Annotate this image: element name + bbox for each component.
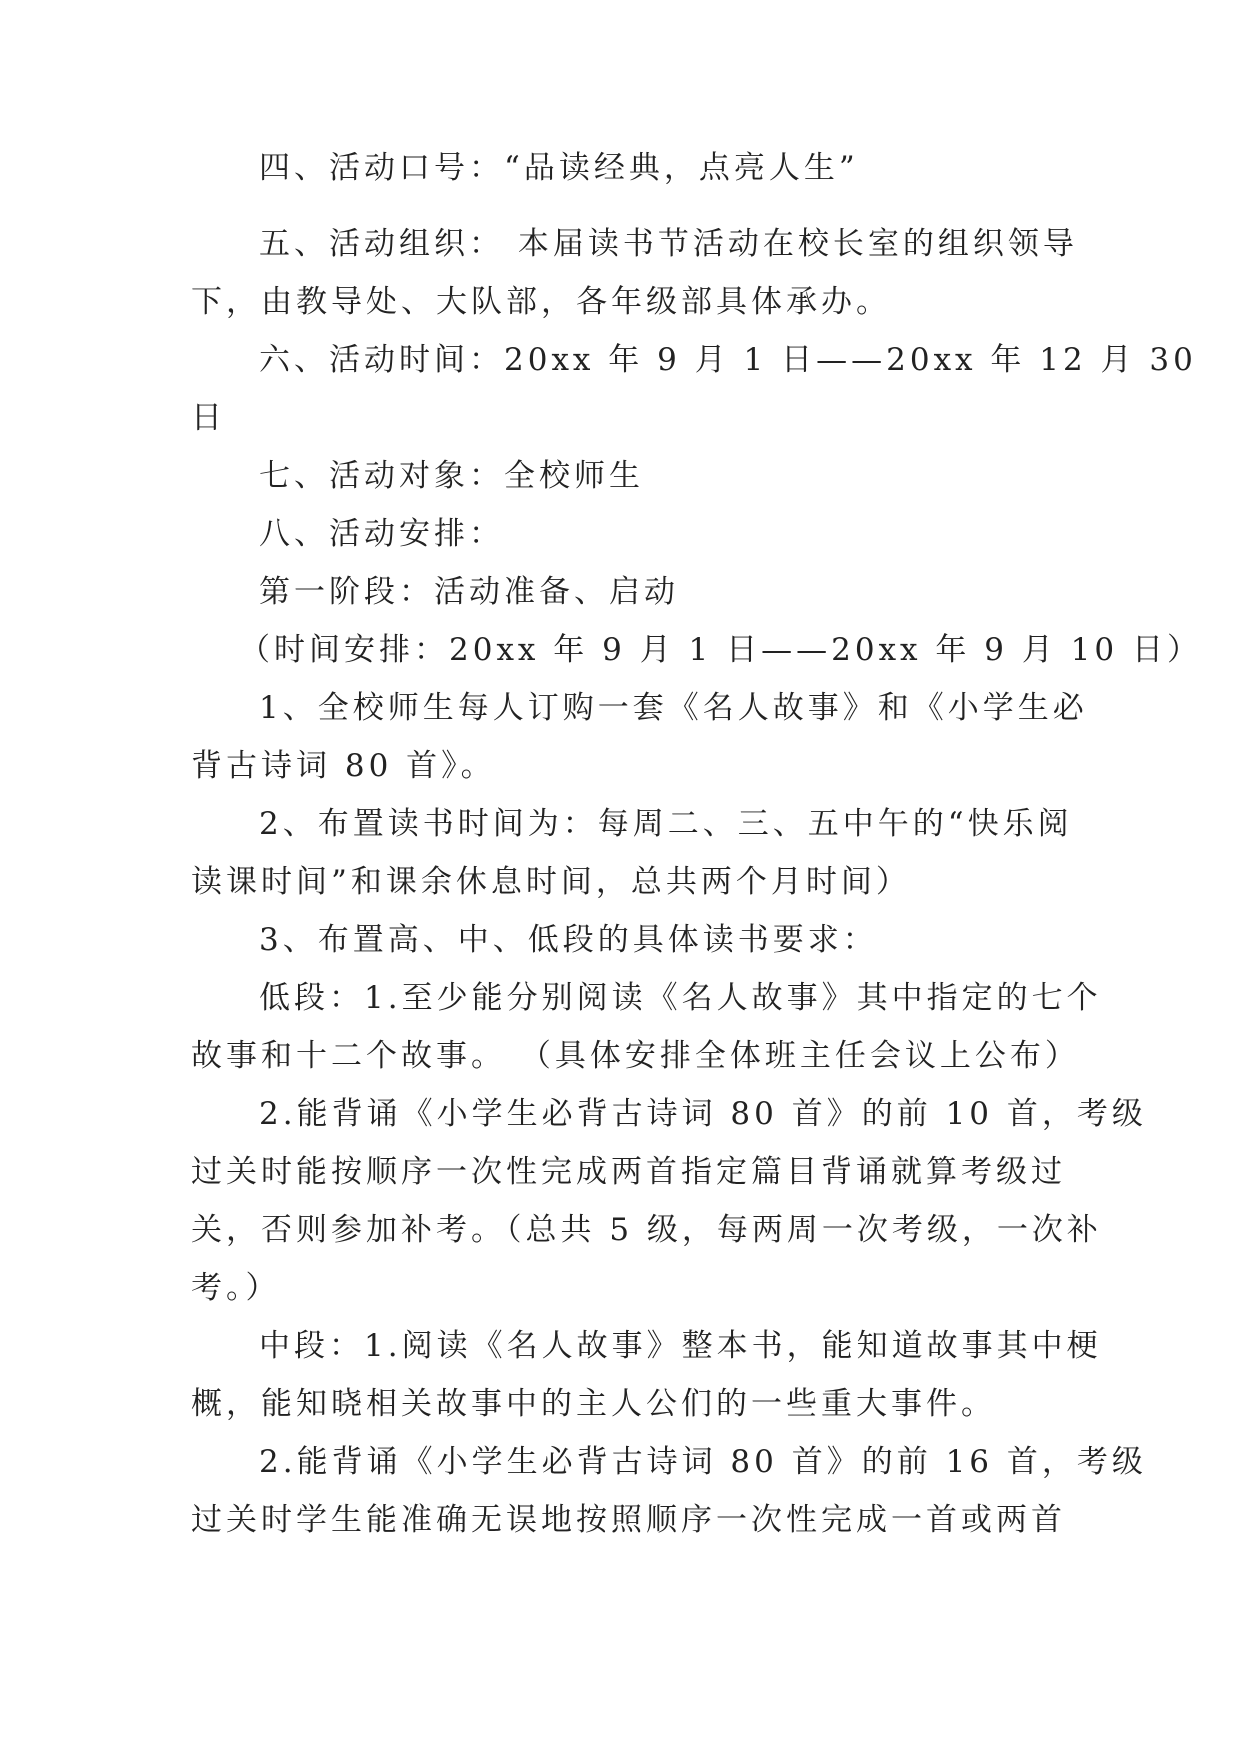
text-line: 关，否则参加补考。（总共 5 级，每两周一次考级，一次补 (191, 1212, 1102, 1248)
text-line: 第一阶段：活动准备、启动 (259, 574, 679, 610)
text-line: 八、活动安排： (259, 516, 504, 552)
text-line: 四、活动口号：“品读经典，点亮人生” (259, 150, 859, 186)
text-line: 1、全校师生每人订购一套《名人故事》和《小学生必 (259, 690, 1088, 726)
text-line: 2、布置读书时间为：每周二、三、五中午的“快乐阅 (259, 806, 1073, 842)
text-line: 低段：1.至少能分别阅读《名人故事》其中指定的七个 (259, 980, 1102, 1016)
text-line: 中段：1.阅读《名人故事》整本书，能知道故事其中梗 (259, 1328, 1102, 1364)
text-line: 考。） (191, 1270, 281, 1306)
text-line: 读课时间”和课余休息时间，总共两个月时间） (191, 864, 911, 900)
text-line: 2.能背诵《小学生必背古诗词 80 首》的前 16 首，考级 (259, 1444, 1147, 1480)
text-line: 五、活动组织： 本届读书节活动在校长室的组织领导 (259, 226, 1078, 262)
text-line: 故事和十二个故事。 （具体安排全体班主任会议上公布） (191, 1038, 1080, 1074)
text-line: 概，能知晓相关故事中的主人公们的一些重大事件。 (191, 1386, 996, 1422)
text-line: 过关时能按顺序一次性完成两首指定篇目背诵就算考级过 (191, 1154, 1066, 1190)
text-line: 七、活动对象：全校师生 (259, 458, 644, 494)
text-line: 过关时学生能准确无误地按照顺序一次性完成一首或两首 (191, 1502, 1066, 1538)
text-line: 日 (191, 400, 226, 436)
text-line: 六、活动时间：20xx 年 9 月 1 日——20xx 年 12 月 30 (259, 342, 1197, 378)
text-line: （时间安排：20xx 年 9 月 1 日——20xx 年 9 月 10 日） (239, 632, 1202, 668)
text-line: 2.能背诵《小学生必背古诗词 80 首》的前 10 首，考级 (259, 1096, 1147, 1132)
text-line: 背古诗词 80 首》。 (191, 748, 496, 784)
text-line: 下，由教导处、大队部，各年级部具体承办。 (191, 284, 891, 320)
text-line: 3、布置高、中、低段的具体读书要求： (259, 922, 878, 958)
